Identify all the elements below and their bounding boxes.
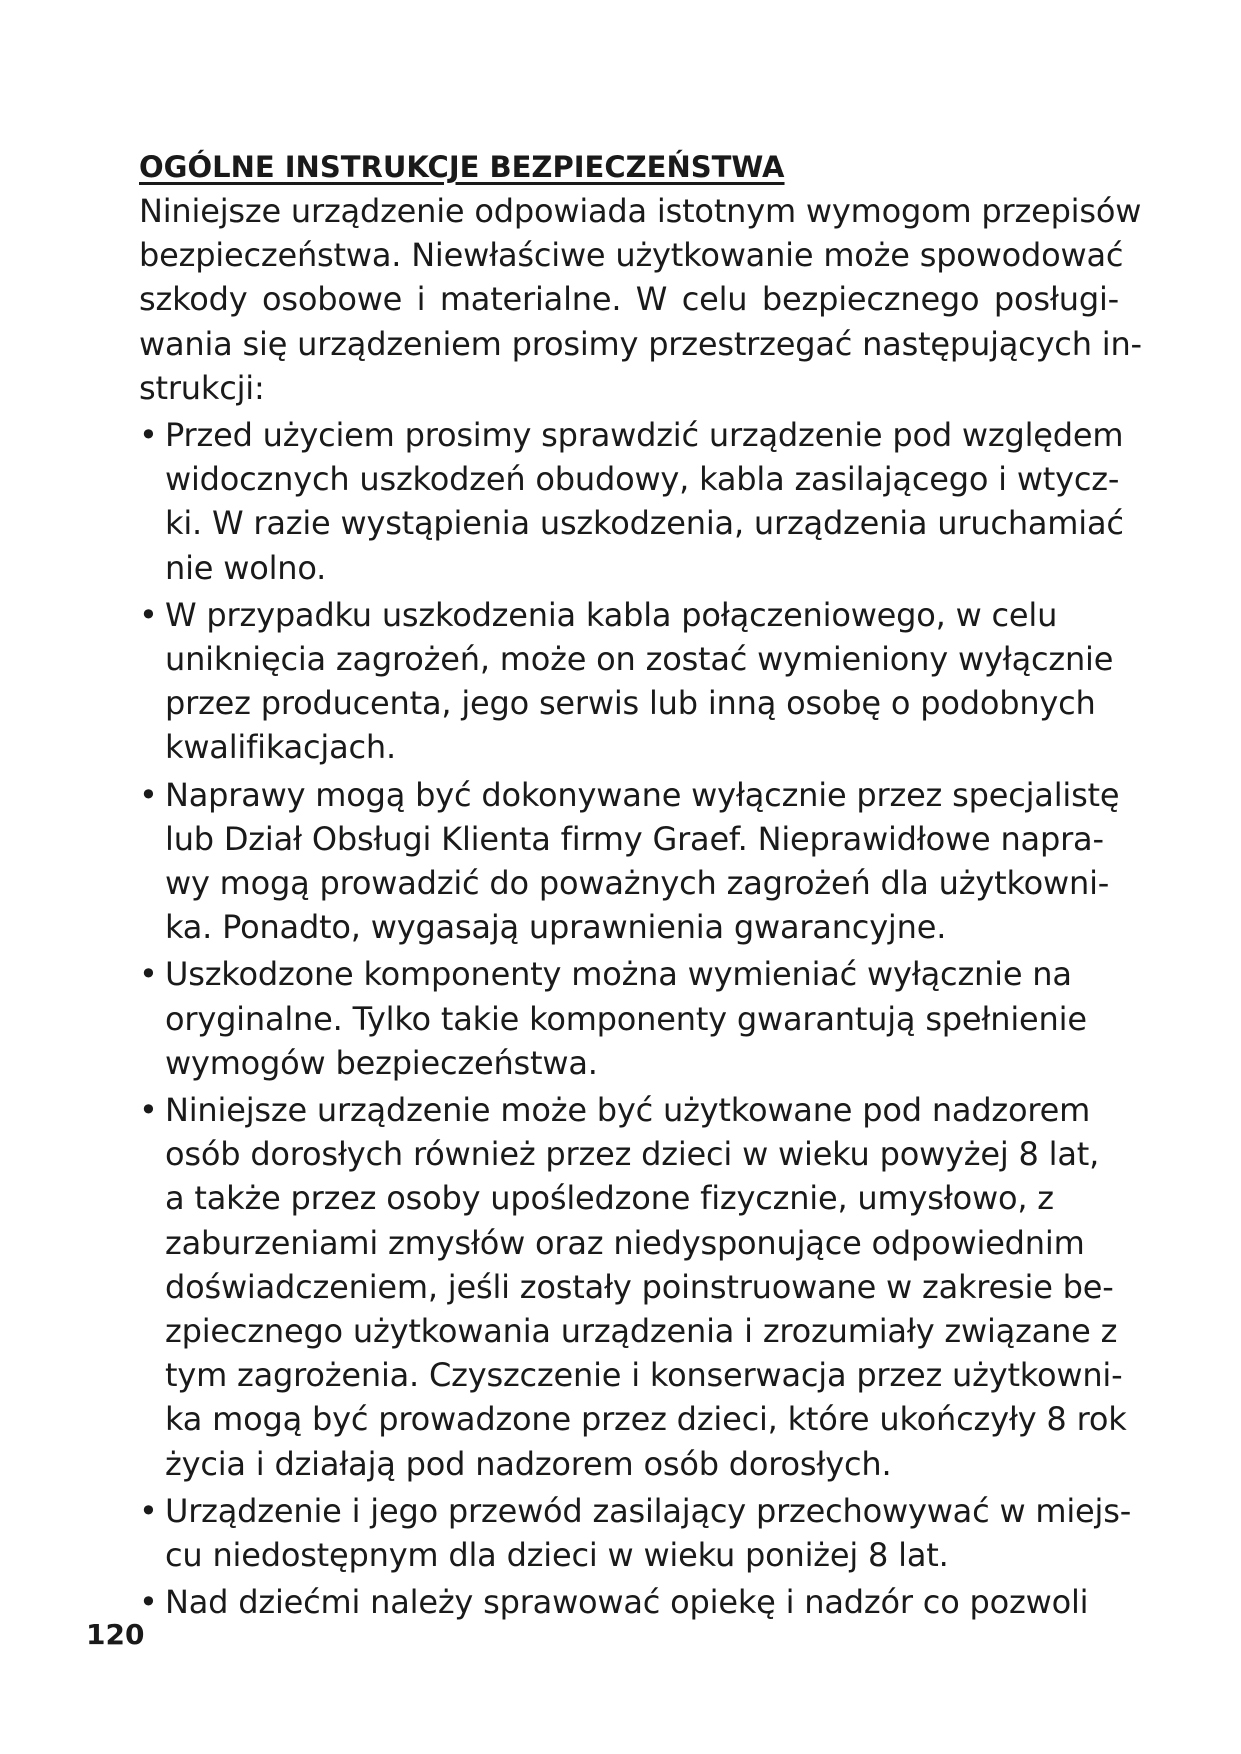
item-line: wymogów bezpieczeństwa. <box>165 1043 598 1082</box>
page-number: 120 <box>86 1618 145 1651</box>
item-line: ka mogą być prowadzone przez dzieci, które ukończyły 8 rok <box>165 1400 1127 1439</box>
item-line: lub Dział Obsługi Klienta firmy Graef. Nieprawidłowe napra- <box>165 819 1104 858</box>
item-line: ki. W razie wystąpienia uszkodzenia, urządzenia uruchamiać <box>165 504 1124 543</box>
bullet-icon: • <box>139 416 158 455</box>
item-line: Nad dziećmi należy sprawować opiekę i nadzór co pozwoli <box>165 1583 1089 1622</box>
item-line: zpiecznego użytkowania urządzenia i zrozumiały związane z <box>165 1312 1118 1351</box>
item-line: życia i działają pod nadzorem osób dorosłych. <box>165 1444 892 1483</box>
list-item <box>139 593 1139 770</box>
item-line: osób dorosłych również przez dzieci w wieku powyżej 8 lat, <box>165 1135 1100 1174</box>
item-line: tym zagrożenia. Czyszczenie i konserwacja przez użytkowni- <box>165 1356 1123 1395</box>
item-line: oryginalne. Tylko takie komponenty gwarantują spełnienie <box>165 999 1087 1038</box>
item-line: Uszkodzone komponenty można wymieniać wyłącznie na <box>165 955 1072 994</box>
item-line: uniknięcia zagrożeń, może on zostać wymieniony wyłącznie <box>165 640 1114 679</box>
item-line: przez producenta, jego serwis lub inną osobę o podobnych <box>165 684 1096 723</box>
list-item <box>139 1088 1139 1486</box>
item-line: Urządzenie i jego przewód zasilający przechowywać w miejs- <box>165 1491 1132 1530</box>
item-line: Niniejsze urządzenie może być użytkowane pod nadzorem <box>165 1091 1091 1130</box>
bullet-icon: • <box>139 955 158 994</box>
item-line: Naprawy mogą być dokonywane wyłącznie przez specjalistę <box>165 775 1120 814</box>
list-item <box>139 952 1139 1085</box>
bullet-icon: • <box>139 775 158 814</box>
bullet-icon: • <box>139 1091 158 1130</box>
list-item <box>139 1489 1139 1577</box>
item-line: a także przez osoby upośledzone fizycznie, umysłowo, z <box>165 1179 1054 1218</box>
item-line: cu niedostępnym dla dzieci w wieku poniżej 8 lat. <box>165 1536 949 1575</box>
intro-line: szkody osobowe i materialne. W celu bezpiecznego posługi- <box>139 280 1119 319</box>
item-line: doświadczeniem, jeśli zostały poinstruowane w zakresie be- <box>165 1267 1114 1306</box>
bullet-icon: • <box>139 1583 158 1622</box>
item-line: nie wolno. <box>165 548 327 587</box>
item-line: W przypadku uszkodzenia kabla połączeniowego, w celu <box>165 595 1058 634</box>
list-item <box>139 773 1139 950</box>
intro-line: wania się urządzeniem prosimy przestrzegać następujących in- <box>139 324 1142 363</box>
list-item <box>139 413 1139 590</box>
item-line: widocznych uszkodzeń obudowy, kabla zasilającego i wtycz- <box>165 460 1120 499</box>
intro-line: Niniejsze urządzenie odpowiada istotnym wymogom przepisów <box>139 192 1142 230</box>
intro-paragraph <box>139 189 1142 410</box>
item-line: ka. Ponadto, wygasają uprawnienia gwarancyjne. <box>165 908 947 947</box>
list-item <box>139 1580 1139 1624</box>
item-line: kwalifikacjach. <box>165 728 396 767</box>
section-title: OGÓLNE INSTRUKCJE BEZPIECZEŃSTWA <box>139 150 785 184</box>
item-line: wy mogą prowadzić do poważnych zagrożeń dla użytkowni- <box>165 864 1110 903</box>
bullet-icon: • <box>139 1491 158 1530</box>
item-line: Przed użyciem prosimy sprawdzić urządzenie pod względem <box>165 416 1124 455</box>
bullet-icon: • <box>139 595 158 634</box>
item-line: zaburzeniami zmysłów oraz niedysponujące odpowiednim <box>165 1223 1085 1262</box>
safety-instruction-list <box>139 413 1139 1624</box>
intro-line: bezpieczeństwa. Niewłaściwe użytkowanie może spowodować <box>139 236 1124 275</box>
page-content <box>139 145 1142 1625</box>
intro-line: strukcji: <box>139 368 265 407</box>
